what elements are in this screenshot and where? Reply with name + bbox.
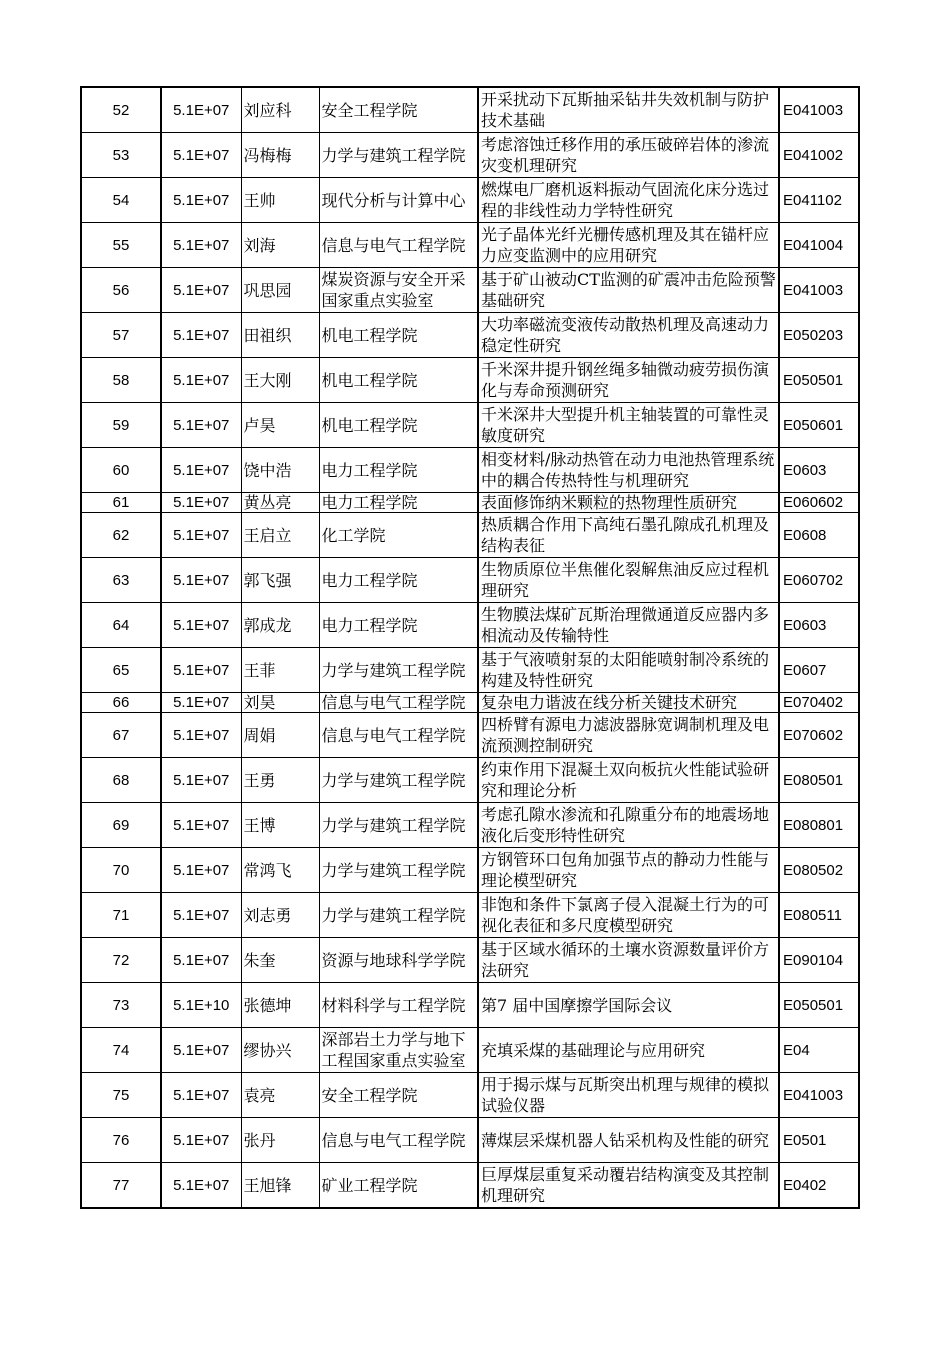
row-number-cell: 57 xyxy=(81,313,161,358)
project-table xyxy=(80,86,860,1209)
department-cell: 安全工程学院 xyxy=(319,1073,478,1118)
row-number-cell: 73 xyxy=(81,983,161,1028)
table-row xyxy=(81,133,859,178)
project-table-body xyxy=(81,87,859,1208)
investigator-name-cell: 刘昊 xyxy=(241,693,319,713)
row-number-cell: 59 xyxy=(81,403,161,448)
investigator-name-cell: 王勇 xyxy=(241,758,319,803)
department-cell: 力学与建筑工程学院 xyxy=(319,803,478,848)
discipline-code-cell: E0607 xyxy=(779,648,859,693)
project-title-cell: 相变材料/脉动热管在动力电池热管理系统中的耦合传热特性与机理研究 xyxy=(478,448,779,493)
department-cell: 力学与建筑工程学院 xyxy=(319,893,478,938)
table-row xyxy=(81,893,859,938)
discipline-code-cell: E090104 xyxy=(779,938,859,983)
funding-amount-cell: 5.1E+07 xyxy=(161,848,241,893)
department-cell: 材料科学与工程学院 xyxy=(319,983,478,1028)
project-title-cell: 四桥臂有源电力滤波器脉宽调制机理及电流预测控制研究 xyxy=(478,713,779,758)
project-title-cell: 充填采煤的基础理论与应用研究 xyxy=(478,1028,779,1073)
table-row xyxy=(81,758,859,803)
funding-amount-cell: 5.1E+07 xyxy=(161,1118,241,1163)
discipline-code-cell: E041002 xyxy=(779,133,859,178)
discipline-code-cell: E080502 xyxy=(779,848,859,893)
table-row xyxy=(81,983,859,1028)
investigator-name-cell: 王大刚 xyxy=(241,358,319,403)
investigator-name-cell: 黄丛亮 xyxy=(241,493,319,513)
funding-amount-cell: 5.1E+07 xyxy=(161,178,241,223)
row-number-cell: 56 xyxy=(81,268,161,313)
table-row xyxy=(81,403,859,448)
row-number-cell: 55 xyxy=(81,223,161,268)
table-row xyxy=(81,938,859,983)
department-cell: 力学与建筑工程学院 xyxy=(319,848,478,893)
funding-amount-cell: 5.1E+07 xyxy=(161,448,241,493)
investigator-name-cell: 王启立 xyxy=(241,513,319,558)
funding-amount-cell: 5.1E+07 xyxy=(161,758,241,803)
table-row xyxy=(81,493,859,513)
discipline-code-cell: E0402 xyxy=(779,1163,859,1209)
department-cell: 电力工程学院 xyxy=(319,558,478,603)
investigator-name-cell: 郭飞强 xyxy=(241,558,319,603)
discipline-code-cell: E080501 xyxy=(779,758,859,803)
department-cell: 信息与电气工程学院 xyxy=(319,693,478,713)
project-title-cell: 生物膜法煤矿瓦斯治理微通道反应器内多相流动及传输特性 xyxy=(478,603,779,648)
discipline-code-cell: E070602 xyxy=(779,713,859,758)
table-row xyxy=(81,1073,859,1118)
investigator-name-cell: 周娟 xyxy=(241,713,319,758)
investigator-name-cell: 刘海 xyxy=(241,223,319,268)
investigator-name-cell: 卢昊 xyxy=(241,403,319,448)
department-cell: 化工学院 xyxy=(319,513,478,558)
row-number-cell: 60 xyxy=(81,448,161,493)
table-row xyxy=(81,313,859,358)
row-number-cell: 76 xyxy=(81,1118,161,1163)
funding-amount-cell: 5.1E+07 xyxy=(161,1163,241,1209)
investigator-name-cell: 田祖织 xyxy=(241,313,319,358)
row-number-cell: 62 xyxy=(81,513,161,558)
project-title-cell: 方钢管环口包角加强节点的静动力性能与理论模型研究 xyxy=(478,848,779,893)
funding-amount-cell: 5.1E+07 xyxy=(161,403,241,448)
discipline-code-cell: E041003 xyxy=(779,268,859,313)
department-cell: 电力工程学院 xyxy=(319,448,478,493)
project-title-cell: 复杂电力谐波在线分析关键技术研究 xyxy=(478,693,779,713)
project-title-cell: 表面修饰纳米颗粒的热物理性质研究 xyxy=(478,493,779,513)
investigator-name-cell: 刘应科 xyxy=(241,87,319,133)
funding-amount-cell: 5.1E+07 xyxy=(161,938,241,983)
discipline-code-cell: E0603 xyxy=(779,448,859,493)
discipline-code-cell: E060702 xyxy=(779,558,859,603)
row-number-cell: 74 xyxy=(81,1028,161,1073)
project-title-cell: 千米深井大型提升机主轴装置的可靠性灵敏度研究 xyxy=(478,403,779,448)
table-row xyxy=(81,358,859,403)
table-row xyxy=(81,87,859,133)
investigator-name-cell: 饶中浩 xyxy=(241,448,319,493)
row-number-cell: 66 xyxy=(81,693,161,713)
project-title-cell: 考虑溶蚀迁移作用的承压破碎岩体的渗流灾变机理研究 xyxy=(478,133,779,178)
investigator-name-cell: 袁亮 xyxy=(241,1073,319,1118)
funding-amount-cell: 5.1E+07 xyxy=(161,693,241,713)
funding-amount-cell: 5.1E+07 xyxy=(161,358,241,403)
funding-amount-cell: 5.1E+07 xyxy=(161,1028,241,1073)
project-title-cell: 光子晶体光纤光栅传感机理及其在锚杆应力应变监测中的应用研究 xyxy=(478,223,779,268)
department-cell: 电力工程学院 xyxy=(319,493,478,513)
funding-amount-cell: 5.1E+07 xyxy=(161,893,241,938)
discipline-code-cell: E070402 xyxy=(779,693,859,713)
discipline-code-cell: E050501 xyxy=(779,358,859,403)
project-title-cell: 基于气液喷射泵的太阳能喷射制冷系统的构建及特性研究 xyxy=(478,648,779,693)
funding-amount-cell: 5.1E+07 xyxy=(161,648,241,693)
table-row xyxy=(81,223,859,268)
department-cell: 力学与建筑工程学院 xyxy=(319,648,478,693)
investigator-name-cell: 王帅 xyxy=(241,178,319,223)
investigator-name-cell: 缪协兴 xyxy=(241,1028,319,1073)
row-number-cell: 53 xyxy=(81,133,161,178)
discipline-code-cell: E050501 xyxy=(779,983,859,1028)
department-cell: 机电工程学院 xyxy=(319,313,478,358)
table-row xyxy=(81,693,859,713)
project-title-cell: 千米深井提升钢丝绳多轴微动疲劳损伤演化与寿命预测研究 xyxy=(478,358,779,403)
table-row xyxy=(81,803,859,848)
funding-amount-cell: 5.1E+07 xyxy=(161,268,241,313)
funding-amount-cell: 5.1E+07 xyxy=(161,713,241,758)
row-number-cell: 52 xyxy=(81,87,161,133)
project-title-cell: 考虑孔隙水渗流和孔隙重分布的地震场地液化后变形特性研究 xyxy=(478,803,779,848)
discipline-code-cell: E080801 xyxy=(779,803,859,848)
project-title-cell: 热质耦合作用下高纯石墨孔隙成孔机理及结构表征 xyxy=(478,513,779,558)
table-row xyxy=(81,713,859,758)
row-number-cell: 63 xyxy=(81,558,161,603)
funding-amount-cell: 5.1E+07 xyxy=(161,1073,241,1118)
department-cell: 现代分析与计算中心 xyxy=(319,178,478,223)
project-title-cell: 基于区域水循环的土壤水资源数量评价方法研究 xyxy=(478,938,779,983)
investigator-name-cell: 朱奎 xyxy=(241,938,319,983)
row-number-cell: 65 xyxy=(81,648,161,693)
table-row xyxy=(81,603,859,648)
funding-amount-cell: 5.1E+07 xyxy=(161,803,241,848)
investigator-name-cell: 张丹 xyxy=(241,1118,319,1163)
row-number-cell: 61 xyxy=(81,493,161,513)
table-row xyxy=(81,648,859,693)
funding-amount-cell: 5.1E+07 xyxy=(161,223,241,268)
department-cell: 电力工程学院 xyxy=(319,603,478,648)
table-row xyxy=(81,1163,859,1209)
funding-amount-cell: 5.1E+07 xyxy=(161,513,241,558)
row-number-cell: 64 xyxy=(81,603,161,648)
investigator-name-cell: 郭成龙 xyxy=(241,603,319,648)
row-number-cell: 58 xyxy=(81,358,161,403)
table-row xyxy=(81,268,859,313)
row-number-cell: 72 xyxy=(81,938,161,983)
table-row xyxy=(81,448,859,493)
discipline-code-cell: E0603 xyxy=(779,603,859,648)
project-title-cell: 巨厚煤层重复采动覆岩结构演变及其控制机理研究 xyxy=(478,1163,779,1209)
discipline-code-cell: E041004 xyxy=(779,223,859,268)
funding-amount-cell: 5.1E+07 xyxy=(161,313,241,358)
project-title-cell: 开采扰动下瓦斯抽采钻井失效机制与防护技术基础 xyxy=(478,87,779,133)
investigator-name-cell: 王旭锋 xyxy=(241,1163,319,1209)
department-cell: 深部岩土力学与地下工程国家重点实验室 xyxy=(319,1028,478,1073)
row-number-cell: 69 xyxy=(81,803,161,848)
discipline-code-cell: E041102 xyxy=(779,178,859,223)
discipline-code-cell: E0608 xyxy=(779,513,859,558)
discipline-code-cell: E080511 xyxy=(779,893,859,938)
funding-amount-cell: 5.1E+07 xyxy=(161,493,241,513)
department-cell: 矿业工程学院 xyxy=(319,1163,478,1209)
table-row xyxy=(81,558,859,603)
project-title-cell: 基于矿山被动CT监测的矿震冲击危险预警基础研究 xyxy=(478,268,779,313)
table-row xyxy=(81,513,859,558)
project-title-cell: 大功率磁流变液传动散热机理及高速动力稳定性研究 xyxy=(478,313,779,358)
discipline-code-cell: E050601 xyxy=(779,403,859,448)
investigator-name-cell: 张德坤 xyxy=(241,983,319,1028)
row-number-cell: 71 xyxy=(81,893,161,938)
project-title-cell: 非饱和条件下氯离子侵入混凝土行为的可视化表征和多尺度模型研究 xyxy=(478,893,779,938)
discipline-code-cell: E041003 xyxy=(779,87,859,133)
funding-amount-cell: 5.1E+07 xyxy=(161,558,241,603)
row-number-cell: 75 xyxy=(81,1073,161,1118)
investigator-name-cell: 刘志勇 xyxy=(241,893,319,938)
investigator-name-cell: 王博 xyxy=(241,803,319,848)
funding-amount-cell: 5.1E+10 xyxy=(161,983,241,1028)
department-cell: 信息与电气工程学院 xyxy=(319,713,478,758)
funding-amount-cell: 5.1E+07 xyxy=(161,133,241,178)
discipline-code-cell: E0501 xyxy=(779,1118,859,1163)
table-row xyxy=(81,178,859,223)
discipline-code-cell: E060602 xyxy=(779,493,859,513)
discipline-code-cell: E04 xyxy=(779,1028,859,1073)
project-title-cell: 生物质原位半焦催化裂解焦油反应过程机理研究 xyxy=(478,558,779,603)
investigator-name-cell: 巩思园 xyxy=(241,268,319,313)
department-cell: 机电工程学院 xyxy=(319,403,478,448)
investigator-name-cell: 常鸿飞 xyxy=(241,848,319,893)
department-cell: 资源与地球科学学院 xyxy=(319,938,478,983)
funding-amount-cell: 5.1E+07 xyxy=(161,87,241,133)
funding-amount-cell: 5.1E+07 xyxy=(161,603,241,648)
discipline-code-cell: E041003 xyxy=(779,1073,859,1118)
project-title-cell: 燃煤电厂磨机返料振动气固流化床分选过程的非线性动力学特性研究 xyxy=(478,178,779,223)
project-title-cell: 用于揭示煤与瓦斯突出机理与规律的模拟试验仪器 xyxy=(478,1073,779,1118)
project-title-cell: 约束作用下混凝土双向板抗火性能试验研究和理论分析 xyxy=(478,758,779,803)
department-cell: 力学与建筑工程学院 xyxy=(319,758,478,803)
investigator-name-cell: 冯梅梅 xyxy=(241,133,319,178)
table-row xyxy=(81,1028,859,1073)
department-cell: 煤炭资源与安全开采国家重点实验室 xyxy=(319,268,478,313)
row-number-cell: 77 xyxy=(81,1163,161,1209)
department-cell: 信息与电气工程学院 xyxy=(319,1118,478,1163)
row-number-cell: 68 xyxy=(81,758,161,803)
project-title-cell: 薄煤层采煤机器人钻采机构及性能的研究 xyxy=(478,1118,779,1163)
department-cell: 安全工程学院 xyxy=(319,87,478,133)
project-title-cell: 第7 届中国摩擦学国际会议 xyxy=(478,983,779,1028)
row-number-cell: 54 xyxy=(81,178,161,223)
row-number-cell: 67 xyxy=(81,713,161,758)
department-cell: 机电工程学院 xyxy=(319,358,478,403)
discipline-code-cell: E050203 xyxy=(779,313,859,358)
table-row xyxy=(81,848,859,893)
department-cell: 信息与电气工程学院 xyxy=(319,223,478,268)
table-row xyxy=(81,1118,859,1163)
row-number-cell: 70 xyxy=(81,848,161,893)
investigator-name-cell: 王菲 xyxy=(241,648,319,693)
department-cell: 力学与建筑工程学院 xyxy=(319,133,478,178)
